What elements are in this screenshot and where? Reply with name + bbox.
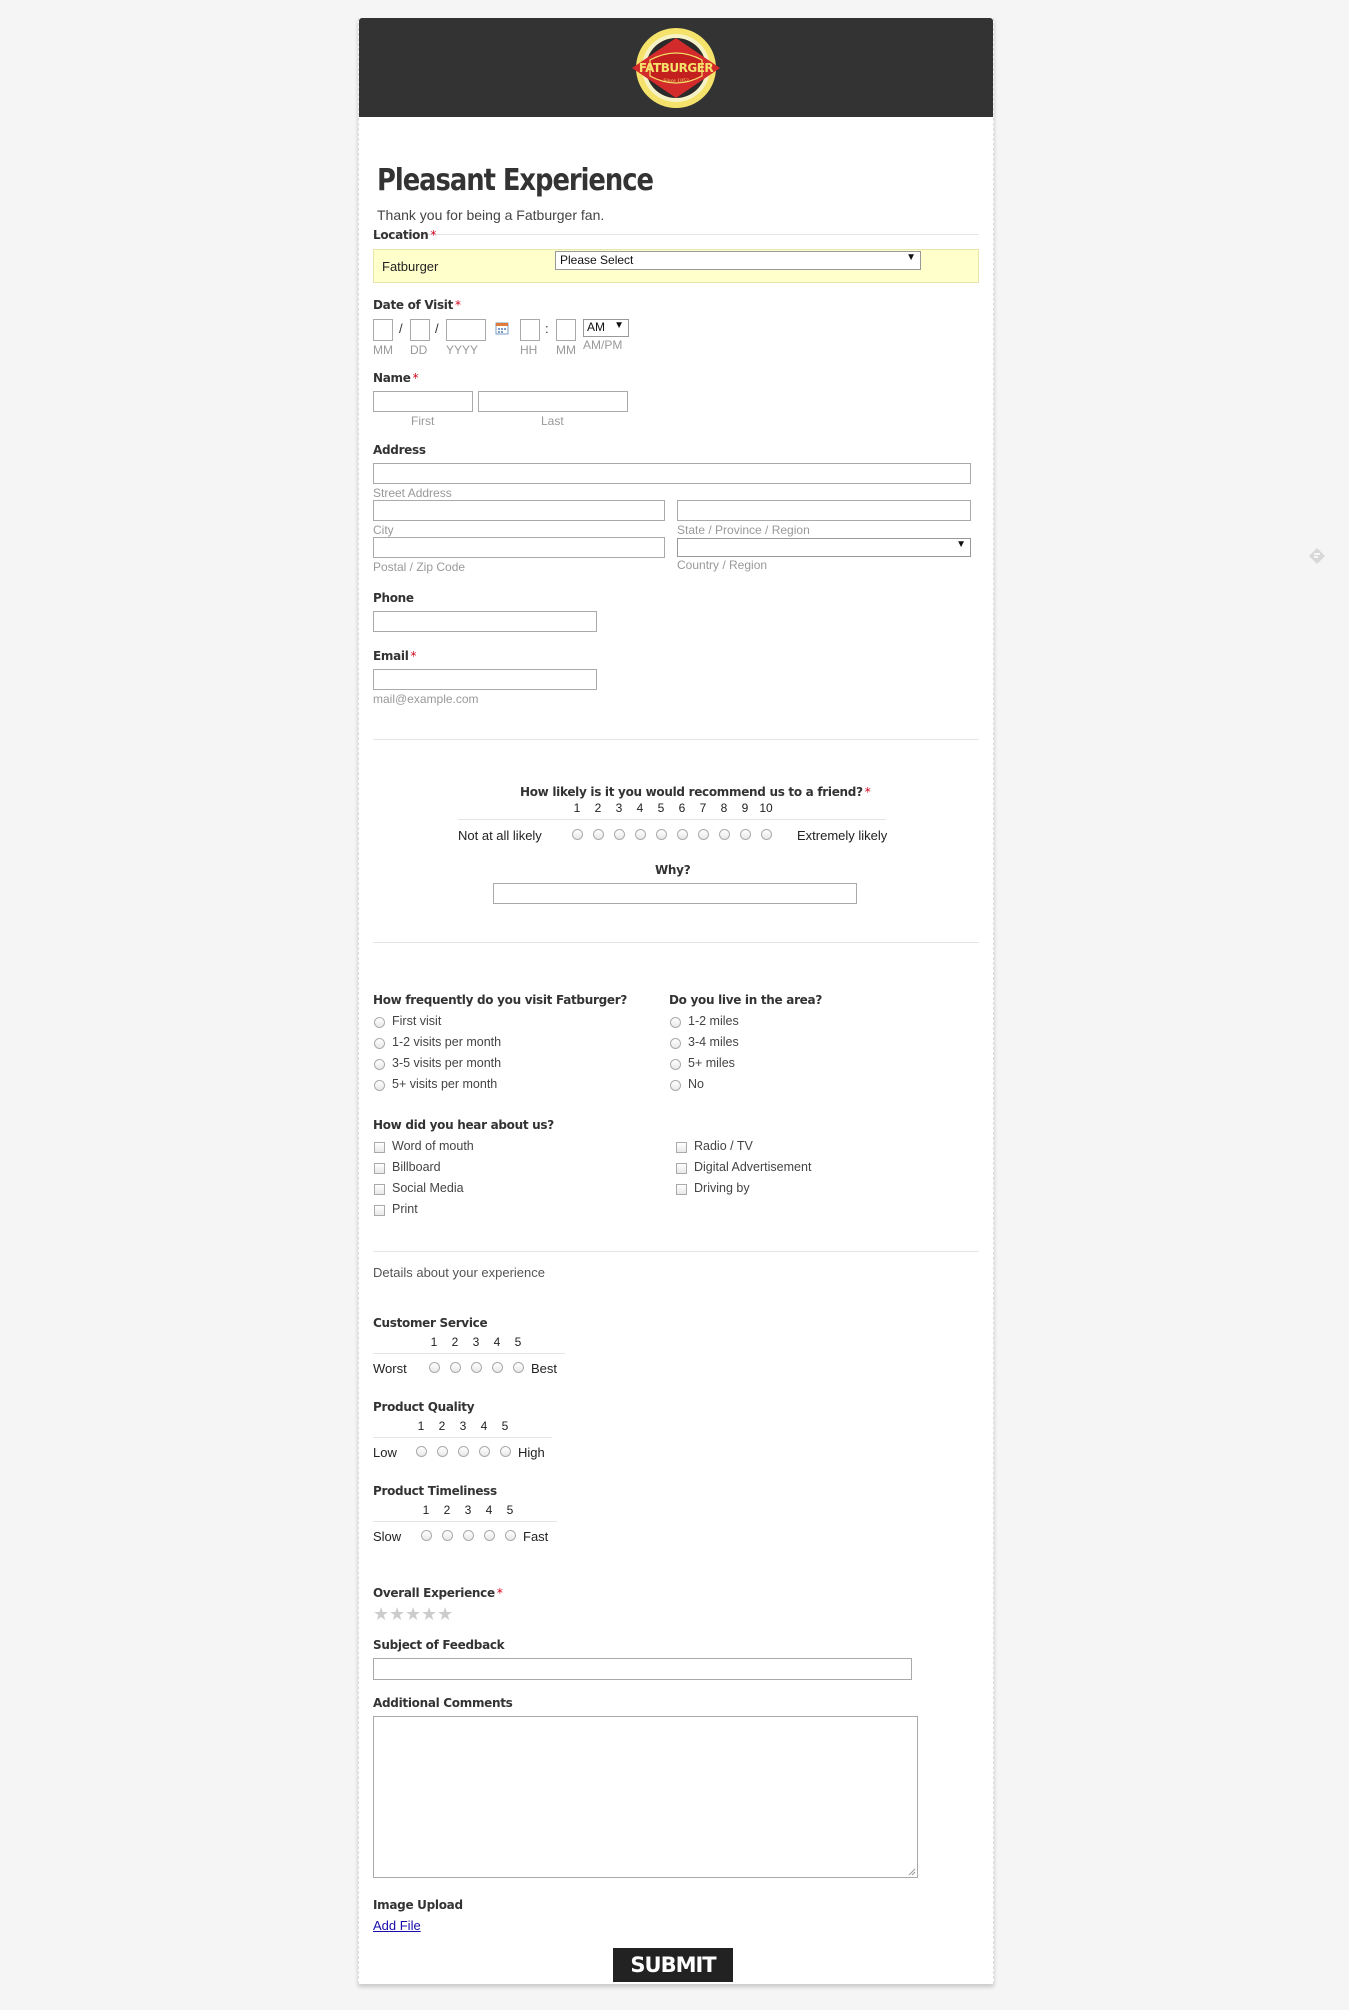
frequency-option-label: 5+ visits per month — [392, 1077, 498, 1091]
chevron-down-icon: ▼ — [956, 539, 966, 550]
rating-radio-4[interactable] — [484, 1530, 495, 1541]
calendar-icon[interactable] — [495, 321, 509, 335]
hear-option-label: Billboard — [392, 1160, 441, 1174]
nps-number: 1 — [573, 801, 581, 815]
add-file-link[interactable]: Add File — [373, 1918, 421, 1933]
star-icon[interactable]: ★ — [421, 1604, 438, 1624]
rating-scale-line — [373, 1353, 565, 1354]
frequency-question: How frequently do you visit Fatburger? — [373, 993, 627, 1007]
hear-option-label: Digital Advertisement — [694, 1160, 812, 1174]
rating-radio-1[interactable] — [429, 1362, 440, 1373]
postal-sublabel: Postal / Zip Code — [373, 560, 466, 574]
hear-option-label: Driving by — [694, 1181, 750, 1195]
subject-label: Subject of Feedback — [373, 1638, 505, 1652]
last-name-input[interactable] — [478, 391, 628, 412]
ampm-sublabel: AM/PM — [583, 338, 623, 352]
rating-low-label: Slow — [373, 1529, 402, 1544]
nps-radio-1[interactable] — [572, 829, 583, 840]
ampm-select[interactable]: AM ▼ — [583, 319, 629, 337]
rating-radio-3[interactable] — [458, 1446, 469, 1457]
logo-subtext: Since 1952 — [663, 79, 689, 84]
month-sublabel: MM — [373, 343, 393, 357]
rating-radio-4[interactable] — [492, 1362, 503, 1373]
name-label: Name * — [373, 371, 419, 385]
street-sublabel: Street Address — [373, 486, 452, 500]
frequency-radio[interactable] — [374, 1017, 385, 1028]
city-sublabel: City — [373, 523, 394, 537]
date-separator: / — [435, 321, 439, 336]
state-input[interactable] — [677, 500, 971, 521]
rating-number: 4 — [480, 1419, 488, 1433]
rating-label: Product Timeliness — [373, 1484, 497, 1498]
email-input[interactable] — [373, 669, 597, 690]
star-icon[interactable]: ★ — [437, 1604, 454, 1624]
rating-radio-1[interactable] — [421, 1530, 432, 1541]
nps-number: 7 — [699, 801, 707, 815]
nps-high-label: Extremely likely — [797, 828, 888, 843]
frequency-radio[interactable] — [374, 1080, 385, 1091]
address-label: Address — [373, 443, 426, 457]
rating-number: 5 — [506, 1503, 514, 1517]
nps-number: 4 — [636, 801, 644, 815]
hear-checkbox[interactable] — [676, 1142, 687, 1153]
rating-number: 3 — [459, 1419, 467, 1433]
area-option-label: 1-2 miles — [688, 1014, 739, 1028]
divider — [373, 234, 979, 235]
rating-radio-3[interactable] — [463, 1530, 474, 1541]
last-sublabel: Last — [541, 414, 564, 428]
rating-scale-line — [373, 1437, 552, 1438]
hear-checkbox[interactable] — [374, 1163, 385, 1174]
first-sublabel: First — [411, 414, 435, 428]
rating-high-label: High — [518, 1445, 545, 1460]
hour-sublabel: HH — [520, 343, 538, 357]
hear-option-label: Word of mouth — [392, 1139, 474, 1153]
resize-handle-icon[interactable] — [907, 1867, 916, 1876]
frequency-radio[interactable] — [374, 1038, 385, 1049]
rating-number: 4 — [485, 1503, 493, 1517]
divider — [373, 1251, 979, 1252]
rating-number: 4 — [493, 1335, 501, 1349]
form-header — [359, 18, 993, 117]
nps-radio-4[interactable] — [635, 829, 646, 840]
phone-input[interactable] — [373, 611, 597, 632]
rating-number: 3 — [472, 1335, 480, 1349]
time-hour-input[interactable] — [520, 319, 540, 341]
chevron-down-icon: ▼ — [906, 252, 916, 263]
details-heading: Details about your experience — [373, 1265, 545, 1280]
hear-checkbox[interactable] — [374, 1184, 385, 1195]
rating-radio-2[interactable] — [450, 1362, 461, 1373]
area-question: Do you live in the area? — [669, 993, 822, 1007]
country-select[interactable] — [677, 538, 971, 557]
rating-high-label: Fast — [523, 1529, 549, 1544]
page-subtitle: Thank you for being a Fatburger fan. — [377, 207, 605, 223]
nps-number: 3 — [615, 801, 623, 815]
rating-scale-line — [373, 1521, 557, 1522]
email-hint: mail@example.com — [373, 692, 479, 706]
hear-question: How did you hear about us? — [373, 1118, 554, 1132]
rating-low-label: Low — [373, 1445, 397, 1460]
nps-low-label: Not at all likely — [458, 828, 542, 843]
page-title: Pleasant Experience — [377, 163, 653, 198]
rating-radio-2[interactable] — [442, 1530, 453, 1541]
rating-radio-5[interactable] — [500, 1446, 511, 1457]
comments-textarea[interactable] — [373, 1716, 918, 1878]
rating-number: 1 — [430, 1335, 438, 1349]
rating-number: 2 — [451, 1335, 459, 1349]
feedback-icon[interactable] — [1305, 544, 1329, 568]
subject-input[interactable] — [373, 1658, 912, 1680]
rating-label: Product Quality — [373, 1400, 475, 1414]
rating-label: Customer Service — [373, 1316, 488, 1330]
day-sublabel: DD — [410, 343, 428, 357]
area-radio[interactable] — [670, 1059, 681, 1070]
nps-question: How likely is it you would recommend us to a friend? * — [520, 785, 871, 799]
star-icon[interactable]: ★ — [405, 1604, 422, 1624]
time-minute-input[interactable] — [556, 319, 576, 341]
hear-option-label: Radio / TV — [694, 1139, 753, 1153]
area-radio[interactable] — [670, 1038, 681, 1049]
state-sublabel: State / Province / Region — [677, 523, 810, 537]
nps-radio-8[interactable] — [719, 829, 730, 840]
rating-radio-1[interactable] — [416, 1446, 427, 1457]
rating-number: 1 — [422, 1503, 430, 1517]
nps-number: 10 — [759, 801, 773, 815]
area-option-label: 3-4 miles — [688, 1035, 739, 1049]
nps-number: 9 — [741, 801, 749, 815]
street-address-input[interactable] — [373, 463, 971, 484]
divider — [373, 739, 979, 740]
location-row-label: Fatburger — [382, 259, 439, 274]
rating-radio-2[interactable] — [437, 1446, 448, 1457]
time-separator: : — [545, 321, 549, 336]
hear-option-label: Social Media — [392, 1181, 464, 1195]
nps-number: 6 — [678, 801, 686, 815]
nps-radio-6[interactable] — [677, 829, 688, 840]
form-container — [358, 18, 994, 1984]
postal-input[interactable] — [373, 537, 665, 558]
area-option-label: 5+ miles — [688, 1056, 735, 1070]
rating-high-label: Best — [531, 1361, 558, 1376]
hear-checkbox[interactable] — [374, 1205, 385, 1216]
minute-sublabel: MM — [556, 343, 576, 357]
area-radio[interactable] — [670, 1017, 681, 1028]
why-input[interactable] — [493, 883, 857, 904]
rating-number: 3 — [464, 1503, 472, 1517]
location-select[interactable]: Please Select ▼ — [555, 251, 921, 270]
location-row — [373, 249, 979, 283]
hear-checkbox[interactable] — [676, 1163, 687, 1174]
first-name-input[interactable] — [373, 391, 473, 412]
rating-radio-4[interactable] — [479, 1446, 490, 1457]
email-label: Email * — [373, 649, 417, 663]
nps-radio-7[interactable] — [698, 829, 709, 840]
rating-number: 5 — [501, 1419, 509, 1433]
nps-number: 5 — [657, 801, 665, 815]
logo-text: FATBURGER — [638, 61, 714, 75]
location-label: Location * — [373, 228, 437, 242]
nps-radio-5[interactable] — [656, 829, 667, 840]
why-label: Why? — [655, 863, 691, 877]
frequency-option-label: 3-5 visits per month — [392, 1056, 502, 1070]
nps-number: 2 — [594, 801, 602, 815]
fatburger-logo — [628, 26, 724, 110]
rating-radio-5[interactable] — [505, 1530, 516, 1541]
upload-label: Image Upload — [373, 1898, 463, 1912]
nps-radio-9[interactable] — [740, 829, 751, 840]
comments-label: Additional Comments — [373, 1696, 513, 1710]
area-option-label: No — [688, 1077, 704, 1091]
nps-number: 8 — [720, 801, 728, 815]
rating-radio-5[interactable] — [513, 1362, 524, 1373]
country-sublabel: Country / Region — [677, 558, 768, 572]
year-sublabel: YYYY — [446, 343, 479, 357]
star-icon[interactable]: ★ — [373, 1604, 390, 1624]
divider — [373, 942, 979, 943]
date-day-input[interactable] — [410, 319, 430, 341]
city-input[interactable] — [373, 500, 665, 521]
nps-radio-2[interactable] — [593, 829, 604, 840]
rating-number: 5 — [514, 1335, 522, 1349]
rating-radio-3[interactable] — [471, 1362, 482, 1373]
chevron-down-icon: ▼ — [614, 320, 624, 331]
phone-label: Phone — [373, 591, 414, 605]
rating-low-label: Worst — [373, 1361, 407, 1376]
date-year-input[interactable] — [446, 319, 486, 341]
nps-radio-10[interactable] — [761, 829, 772, 840]
hear-checkbox[interactable] — [676, 1184, 687, 1195]
overall-label: Overall Experience * — [373, 1586, 503, 1600]
date-label: Date of Visit * — [373, 298, 461, 312]
nps-scale-line — [458, 819, 886, 820]
area-radio[interactable] — [670, 1080, 681, 1091]
rating-number: 2 — [443, 1503, 451, 1517]
frequency-option-label: First visit — [392, 1014, 442, 1028]
date-separator: / — [399, 321, 403, 336]
rating-number: 2 — [438, 1419, 446, 1433]
hear-checkbox[interactable] — [374, 1142, 385, 1153]
submit-button[interactable]: SUBMIT — [613, 1948, 733, 1982]
date-month-input[interactable] — [373, 319, 393, 341]
frequency-option-label: 1-2 visits per month — [392, 1035, 502, 1049]
star-icon[interactable]: ★ — [389, 1604, 406, 1624]
nps-radio-3[interactable] — [614, 829, 625, 840]
frequency-radio[interactable] — [374, 1059, 385, 1070]
hear-option-label: Print — [392, 1202, 418, 1216]
rating-number: 1 — [417, 1419, 425, 1433]
